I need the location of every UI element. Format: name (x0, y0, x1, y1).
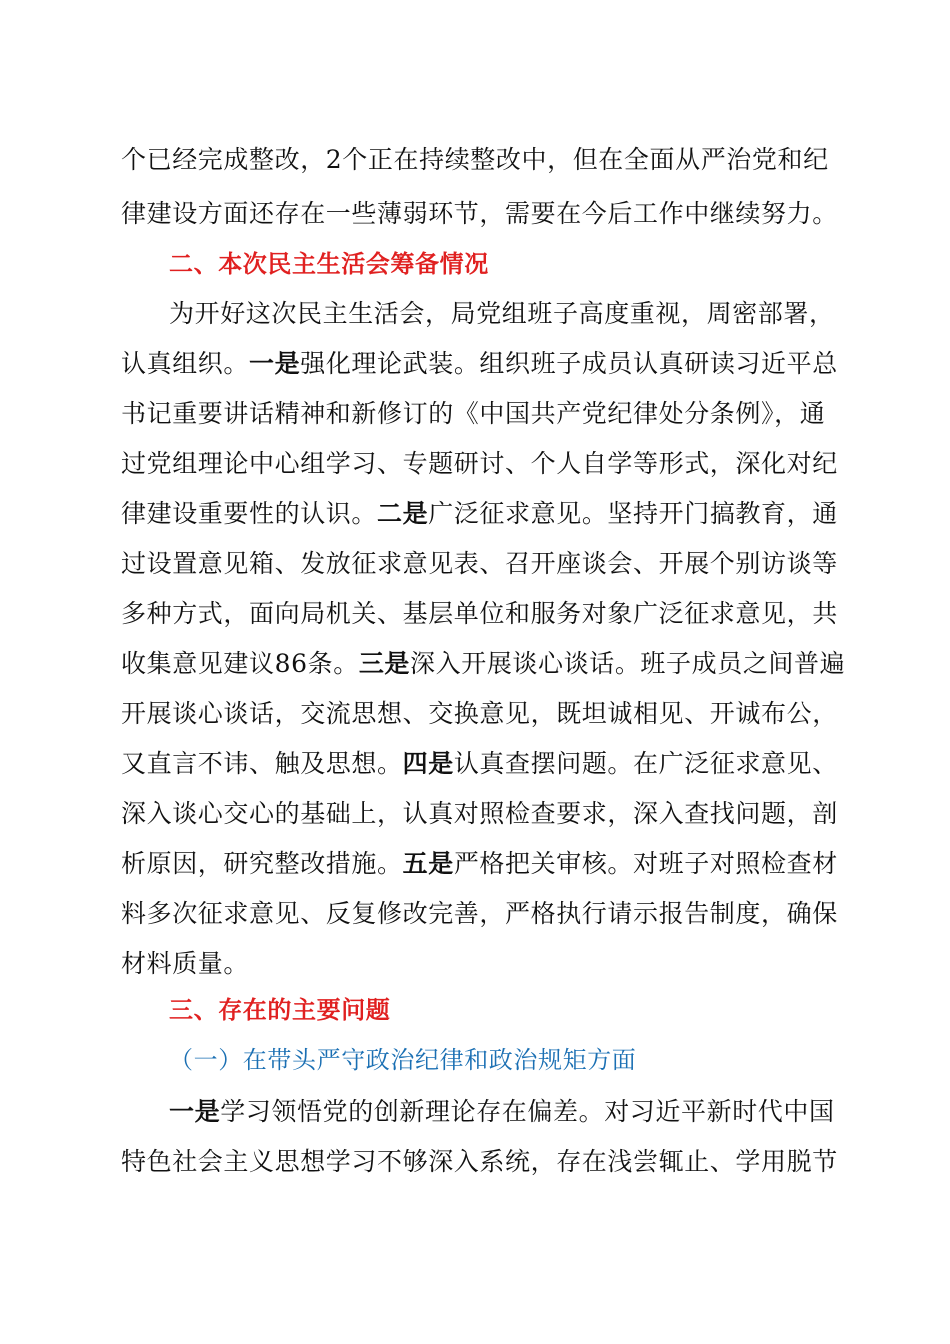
paragraph-line (0, 1138, 950, 1186)
text-run: 认真组织。 (121, 349, 250, 378)
section-heading (0, 240, 950, 288)
text-run: 个已经完成整改，2个正在持续整改中，但在全面从严治党和纪 (121, 145, 829, 174)
paragraph-line-run (121, 740, 838, 788)
paragraph-line-run (169, 1088, 835, 1136)
paragraph-line (0, 136, 950, 184)
text-run: 深入谈心交心的基础上，认真对照检查要求，深入查找问题，剖 (121, 799, 838, 828)
paragraph-line (0, 440, 950, 488)
text-run: 深入开展谈心谈话。班子成员之间普遍 (410, 649, 846, 678)
paragraph-line (0, 490, 950, 538)
text-run: 过党组理论中心组学习、专题研讨、个人自学等形式，深化对纪 (121, 449, 838, 478)
text-run: 学习领悟党的创新理论存在偏差。对习近平新时代中国 (220, 1097, 835, 1126)
paragraph-line (0, 290, 950, 338)
text-run: 又直言不讳、触及思想。 (121, 749, 403, 778)
emphasis-run: 一是 (169, 1097, 221, 1126)
paragraph-line (0, 190, 950, 238)
text-run: 为开好这次民主生活会，局党组班子高度重视，周密部署， (169, 299, 835, 328)
emphasis-run: 一是 (249, 349, 301, 378)
text-run: 认真查摆问题。在广泛征求意见、 (453, 749, 838, 778)
heading-text: 二、本次民主生活会筹备情况 (169, 250, 489, 278)
subsection-heading (0, 1036, 950, 1084)
paragraph-line (0, 640, 950, 688)
text-run: 律建设重要性的认识。 (121, 499, 378, 528)
emphasis-run: 二是 (377, 499, 429, 528)
heading-text: 三、存在的主要问题 (169, 996, 391, 1024)
paragraph-line (0, 390, 950, 438)
paragraph-line (0, 1088, 950, 1136)
paragraph-line (0, 340, 950, 388)
paragraph-line (0, 840, 950, 888)
text-run: 析原因，研究整改措施。 (121, 849, 403, 878)
text-run: 强化理论武装。组织班子成员认真研读习近平总 (300, 349, 838, 378)
paragraph-line (0, 590, 950, 638)
emphasis-run: 五是 (402, 849, 454, 878)
text-run: 严格把关审核。对班子对照检查材 (453, 849, 838, 878)
text-run: 过设置意见箱、发放征求意见表、召开座谈会、开展个别访谈等 (121, 549, 838, 578)
text-run: 材料质量。 (121, 949, 250, 978)
paragraph-line (0, 790, 950, 838)
paragraph-line (0, 940, 950, 988)
paragraph-line-run (121, 490, 838, 538)
text-run: 收集意见建议86条。 (121, 649, 359, 678)
text-run: 书记重要讲话精神和新修订的《中国共产党纪律处分条例》，通 (121, 399, 826, 428)
text-run: 料多次征求意见、反复修改完善，严格执行请示报告制度，确保 (121, 899, 838, 928)
paragraph-line (0, 690, 950, 738)
paragraph-line-run (121, 840, 838, 888)
emphasis-run: 三是 (358, 649, 411, 678)
emphasis-run: 四是 (402, 749, 454, 778)
paragraph-line (0, 890, 950, 938)
text-run: 广泛征求意见。坚持开门搞教育，通 (428, 499, 838, 528)
text-run: 特色社会主义思想学习不够深入系统，存在浅尝辄止、学用脱节 (121, 1147, 838, 1176)
subheading-text: （一）在带头严守政治纪律和政治规矩方面 (169, 1046, 637, 1074)
section-heading (0, 986, 950, 1034)
text-run: 律建设方面还存在一些薄弱环节，需要在今后工作中继续努力。 (121, 199, 838, 228)
paragraph-line-run (121, 340, 838, 388)
paragraph-line (0, 540, 950, 588)
text-run: 开展谈心谈话，交流思想、交换意见，既坦诚相见、开诚布公， (121, 699, 838, 728)
text-run: 多种方式，面向局机关、基层单位和服务对象广泛征求意见，共 (121, 599, 838, 628)
paragraph-line (0, 740, 950, 788)
paragraph-line-run (121, 640, 845, 688)
